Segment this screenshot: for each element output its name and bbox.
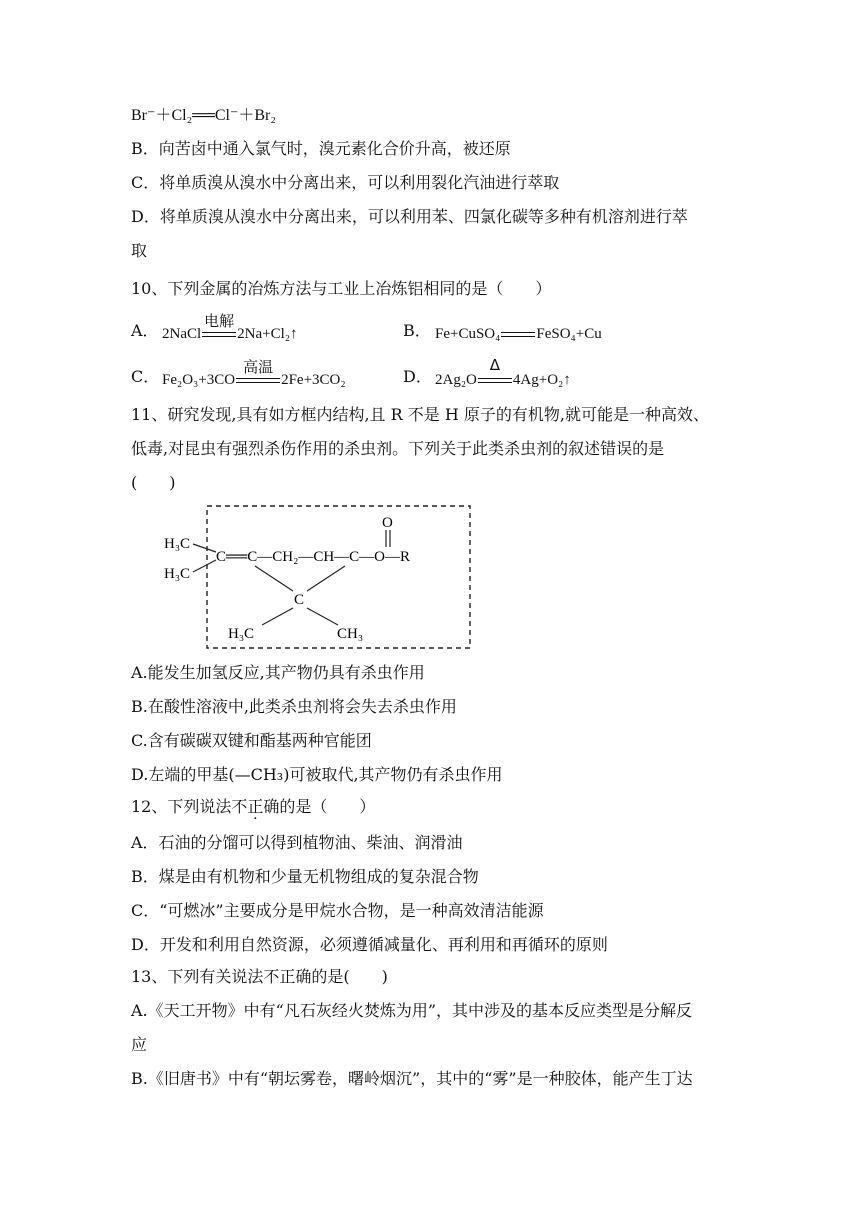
q12-option-a: A．石油的分馏可以得到植物油、柴油、润滑油 <box>131 833 463 852</box>
q12-option-b: B．煤是由有机物和少量无机物组成的复杂混合物 <box>131 867 479 886</box>
q10-a-products: 2Na+Cl₂↑ <box>237 326 298 342</box>
q10-option-a-label: A． <box>131 321 159 340</box>
bond-line <box>255 566 293 591</box>
q10-option-c-label: C． <box>131 367 160 386</box>
equals-arrow-icon <box>236 357 280 386</box>
q10-d-products: 4Ag+O₂↑ <box>512 372 571 388</box>
q10-c-products: 2Fe+3CO₂ <box>281 372 346 388</box>
q11-option-b: B.在酸性溶液中,此类杀虫剂将会失去杀虫作用 <box>131 697 457 716</box>
q13-option-b-line1: B.《旧唐书》中有“朝坛雾卷，曙岭烟沉”，其中的“雾”是一种胶体，能产生丁达 <box>131 1069 693 1088</box>
q10-stem: 10、下列金属的冶炼方法与工业上冶炼铝相同的是（ ） <box>131 279 552 298</box>
q11-stem-line3: ( ) <box>131 473 176 492</box>
q9-equation: Br⁻＋Cl₂══Cl⁻＋Br₂ <box>131 107 276 124</box>
struct-h3c-bottom: H₃C <box>164 566 191 582</box>
equals-arrow-icon <box>202 311 236 340</box>
q10-c-condition: 高温 <box>243 357 274 376</box>
struct-ring-carbon: C <box>294 592 305 608</box>
q11-stem-line2: 低毒,对昆虫有强烈杀伤作用的杀虫剂。下列关于此类杀虫剂的叙述错误的是 <box>131 439 665 458</box>
q10-d-condition: Δ <box>489 355 501 374</box>
q9-option-b: B．向苦卤中通入氯气时，溴元素化合价升高，被还原 <box>131 139 511 158</box>
q10-option-a-equation <box>162 311 298 343</box>
q10-option-b-equation <box>435 326 602 343</box>
q10-option-d-label: D． <box>403 367 432 386</box>
q13-option-a-line2: 应 <box>131 1035 148 1054</box>
q10-option-b-label: B． <box>403 321 431 340</box>
bond-line <box>307 608 338 625</box>
bond-line <box>193 544 216 552</box>
q9-option-d-line2: 取 <box>131 241 148 260</box>
q13-option-a-line1: A.《天工开物》中有“凡石灰经火焚炼为用”，其中涉及的基本反应类型是分解反 <box>131 1001 693 1020</box>
bond-line <box>193 560 216 572</box>
q10-option-d-equation <box>435 355 571 389</box>
q12-option-d: D．开发和利用自然资源，必须遵循减量化、再利用和再循环的原则 <box>131 935 608 954</box>
q11-option-d: D.左端的甲基(—CH₃)可被取代,其产物仍有杀虫作用 <box>131 765 503 784</box>
q12-stem-pre: 12、下列说法 <box>131 797 232 816</box>
struct-h3c-top: H₃C <box>164 536 191 552</box>
q10-b-products: FeSO₄+Cu <box>536 326 602 342</box>
q11-option-a: A.能发生加氢反应,其产物仍具有杀虫作用 <box>131 663 425 682</box>
bond-line <box>262 608 293 625</box>
q10-a-condition: 电解 <box>204 311 235 330</box>
equals-arrow-icon <box>478 355 512 386</box>
q9-option-d-line1: D．将单质溴从溴水中分离出来，可以利用苯、四氯化碳等多种有机溶剂进行萃 <box>131 207 688 226</box>
q12-stem-emphasis: 不正确 <box>231 797 280 816</box>
q13-stem: 13、下列有关说法不正确的是( ) <box>131 967 388 986</box>
struct-h3c-lower: H₃C <box>228 626 255 642</box>
q10-c-reactants: Fe₂O₃+3CO <box>162 372 236 388</box>
q10-a-reactants: 2NaCl <box>162 326 202 342</box>
equals-arrow-icon <box>501 330 535 340</box>
struct-ch3-lower: CH₃ <box>337 626 364 642</box>
struct-main-chain: C══C—CH₂—CH—C—O—R <box>216 549 411 565</box>
q10-b-reactants: Fe+CuSO₄ <box>435 326 501 342</box>
bond-line <box>307 566 345 591</box>
q11-stem-line1: 11、研究发现,具有如方框内结构,且 R 不是 H 原子的有机物,就可能是一种高效、 <box>131 405 709 424</box>
struct-carbonyl-oxygen: O <box>382 515 393 531</box>
q12-stem <box>131 796 375 818</box>
q11-structure-diagram <box>150 500 480 655</box>
q9-option-c: C．将单质溴从溴水中分离出来，可以利用裂化汽油进行萃取 <box>131 173 560 192</box>
q12-option-c: C．“可燃冰”主要成分是甲烷水合物，是一种高效清洁能源 <box>131 901 544 920</box>
q11-option-c: C.含有碳碳双键和酯基两种官能团 <box>131 731 372 750</box>
q10-d-reactants: 2Ag₂O <box>435 372 477 388</box>
q12-stem-post: 的是（ ） <box>279 797 376 816</box>
q10-option-c-equation <box>162 357 346 389</box>
